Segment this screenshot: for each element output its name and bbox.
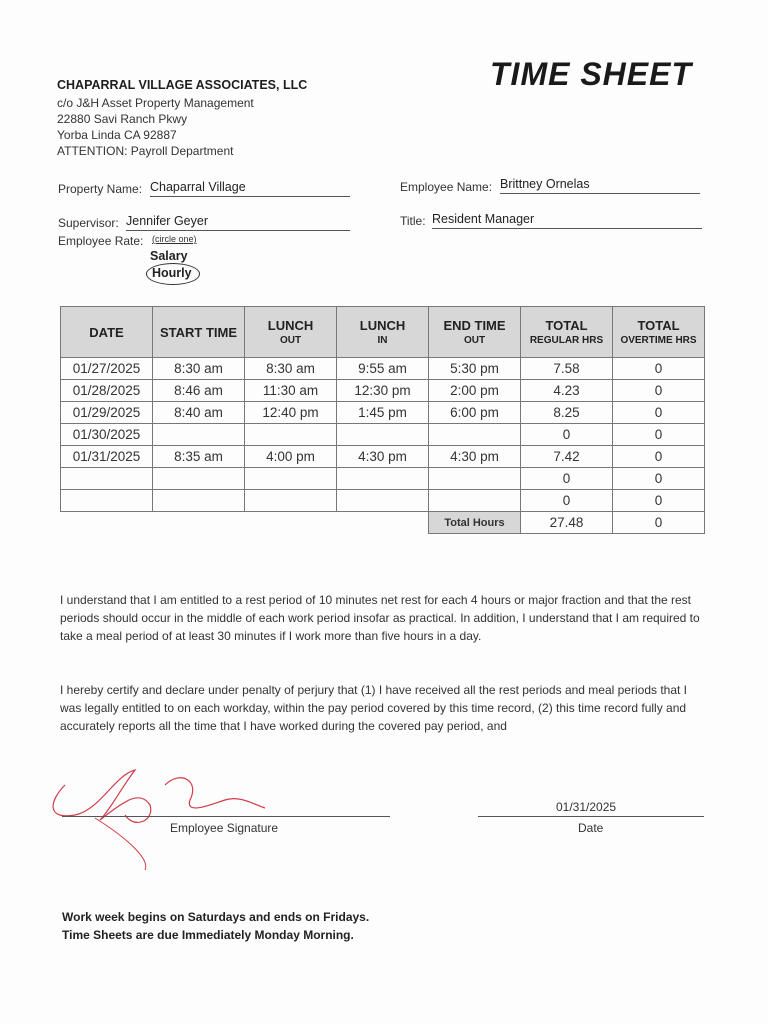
table-row	[61, 402, 705, 424]
col-header-total-overtime: TOTAL OVERTIME HRS	[613, 307, 705, 358]
table-cell[interactable]: 7.58	[521, 358, 613, 380]
title-field[interactable]	[432, 212, 702, 229]
table-header-row	[61, 307, 705, 358]
table-cell[interactable]: 2:00 pm	[429, 380, 521, 402]
date-label: Date	[578, 821, 604, 835]
rate-hint: (circle one)	[152, 234, 197, 244]
table-cell[interactable]: 4.23	[521, 380, 613, 402]
table-cell[interactable]: 0	[613, 380, 705, 402]
employee-value: Brittney Ornelas	[500, 177, 590, 191]
table-cell[interactable]: 12:30 pm	[337, 380, 429, 402]
table-cell[interactable]	[245, 468, 337, 490]
employee-field[interactable]	[500, 177, 700, 194]
property-value: Chaparral Village	[150, 180, 246, 194]
table-cell[interactable]	[245, 424, 337, 446]
table-cell[interactable]: 0	[521, 490, 613, 512]
table-cell[interactable]	[337, 468, 429, 490]
table-row	[61, 380, 705, 402]
date-line[interactable]	[478, 816, 704, 817]
table-cell[interactable]	[245, 490, 337, 512]
total-row	[61, 512, 705, 534]
table-cell[interactable]: 8:30 am	[245, 358, 337, 380]
table-cell[interactable]: 11:30 am	[245, 380, 337, 402]
col-header-lunch-in: LUNCH IN	[337, 307, 429, 358]
table-row	[61, 358, 705, 380]
supervisor-field[interactable]	[126, 214, 350, 231]
table-cell[interactable]: 01/28/2025	[61, 380, 153, 402]
col-header-total-regular: TOTAL REGULAR HRS	[521, 307, 613, 358]
rate-label: Employee Rate:	[58, 234, 144, 248]
table-cell[interactable]: 01/27/2025	[61, 358, 153, 380]
signature-line[interactable]	[62, 816, 390, 817]
table-cell[interactable]	[153, 468, 245, 490]
table-cell[interactable]	[61, 468, 153, 490]
table-cell[interactable]: 01/31/2025	[61, 446, 153, 468]
address-line-3: Yorba Linda CA 92887	[57, 128, 177, 142]
table-row	[61, 468, 705, 490]
table-cell[interactable]	[337, 490, 429, 512]
employee-label: Employee Name:	[400, 180, 493, 194]
table-cell[interactable]: 6:00 pm	[429, 402, 521, 424]
signature-scribble	[40, 760, 280, 870]
company-name: CHAPARRAL VILLAGE ASSOCIATES, LLC	[57, 78, 308, 92]
table-cell[interactable]: 8:46 am	[153, 380, 245, 402]
table-cell[interactable]: 8.25	[521, 402, 613, 424]
signature-label: Employee Signature	[170, 821, 279, 835]
time-table	[60, 306, 705, 534]
table-cell[interactable]: 8:40 am	[153, 402, 245, 424]
table-cell[interactable]: 12:40 pm	[245, 402, 337, 424]
page-title: TIME SHEET	[490, 56, 693, 92]
table-cell[interactable]: 9:55 am	[337, 358, 429, 380]
property-field[interactable]	[150, 180, 350, 197]
table-cell[interactable]	[153, 424, 245, 446]
table-row	[61, 490, 705, 512]
table-cell[interactable]	[429, 468, 521, 490]
table-cell[interactable]: 0	[613, 468, 705, 490]
table-cell[interactable]	[429, 490, 521, 512]
table-cell[interactable]: 01/29/2025	[61, 402, 153, 424]
rate-option-salary[interactable]: Salary	[150, 249, 188, 263]
rest-period-text: I understand that I am entitled to a rest period of 10 minutes net rest for each 4 hours or major fraction and that the rest periods should occur in the middle of each work period insofar as practical. In addition, I understand that I am required to take a meal period of at least 30 minutes if I work more than five hours in a day.	[60, 593, 700, 643]
table-cell[interactable]: 4:30 pm	[337, 446, 429, 468]
footer-line-1: Work week begins on Saturdays and ends on Fridays.	[62, 910, 370, 924]
table-cell[interactable]: 0	[613, 490, 705, 512]
table-cell[interactable]: 0	[521, 468, 613, 490]
table-row	[61, 424, 705, 446]
table-cell[interactable]: 0	[613, 402, 705, 424]
table-cell[interactable]: 4:30 pm	[429, 446, 521, 468]
property-label: Property Name:	[58, 182, 143, 196]
table-cell[interactable]: 7.42	[521, 446, 613, 468]
address-line-1: c/o J&H Asset Property Management	[57, 96, 254, 110]
address-line-2: 22880 Savi Ranch Pkwy	[57, 112, 188, 126]
total-overtime: 0	[613, 512, 705, 534]
date-value: 01/31/2025	[556, 800, 617, 814]
rate-option-hourly[interactable]: Hourly	[152, 266, 192, 280]
col-header-start: START TIME	[153, 307, 245, 358]
table-cell[interactable]	[153, 490, 245, 512]
table-cell[interactable]	[337, 424, 429, 446]
table-cell[interactable]: 0	[613, 358, 705, 380]
table-cell[interactable]: 8:35 am	[153, 446, 245, 468]
table-cell[interactable]: 01/30/2025	[61, 424, 153, 446]
table-row	[61, 446, 705, 468]
table-cell[interactable]: 4:00 pm	[245, 446, 337, 468]
col-header-end: END TIME OUT	[429, 307, 521, 358]
table-cell[interactable]: 1:45 pm	[337, 402, 429, 424]
table-cell[interactable]: 0	[613, 446, 705, 468]
table-cell[interactable]: 0	[613, 424, 705, 446]
total-regular: 27.48	[521, 512, 613, 534]
title-value: Resident Manager	[432, 212, 535, 226]
title-label: Title:	[400, 214, 426, 228]
table-cell[interactable]	[429, 424, 521, 446]
address-line-4: ATTENTION: Payroll Department	[57, 144, 234, 158]
table-cell[interactable]	[61, 490, 153, 512]
col-header-lunch-out: LUNCH OUT	[245, 307, 337, 358]
footer-line-2: Time Sheets are due Immediately Monday Morning.	[62, 928, 354, 942]
table-cell[interactable]: 0	[521, 424, 613, 446]
supervisor-value: Jennifer Geyer	[126, 214, 208, 228]
table-cell[interactable]: 5:30 pm	[429, 358, 521, 380]
supervisor-label: Supervisor:	[58, 216, 119, 230]
table-cell[interactable]: 8:30 am	[153, 358, 245, 380]
col-header-date: DATE	[61, 307, 153, 358]
total-hours-label: Total Hours	[429, 512, 521, 534]
certification-text: I hereby certify and declare under penalty of perjury that (1) I have received all the rest periods and meal periods that I was legally entitled to on each workday, within the pay period covered by this time record, (2) this time record fully and accurately reports all the time that I have worked during the covered pay period, and	[60, 683, 688, 733]
